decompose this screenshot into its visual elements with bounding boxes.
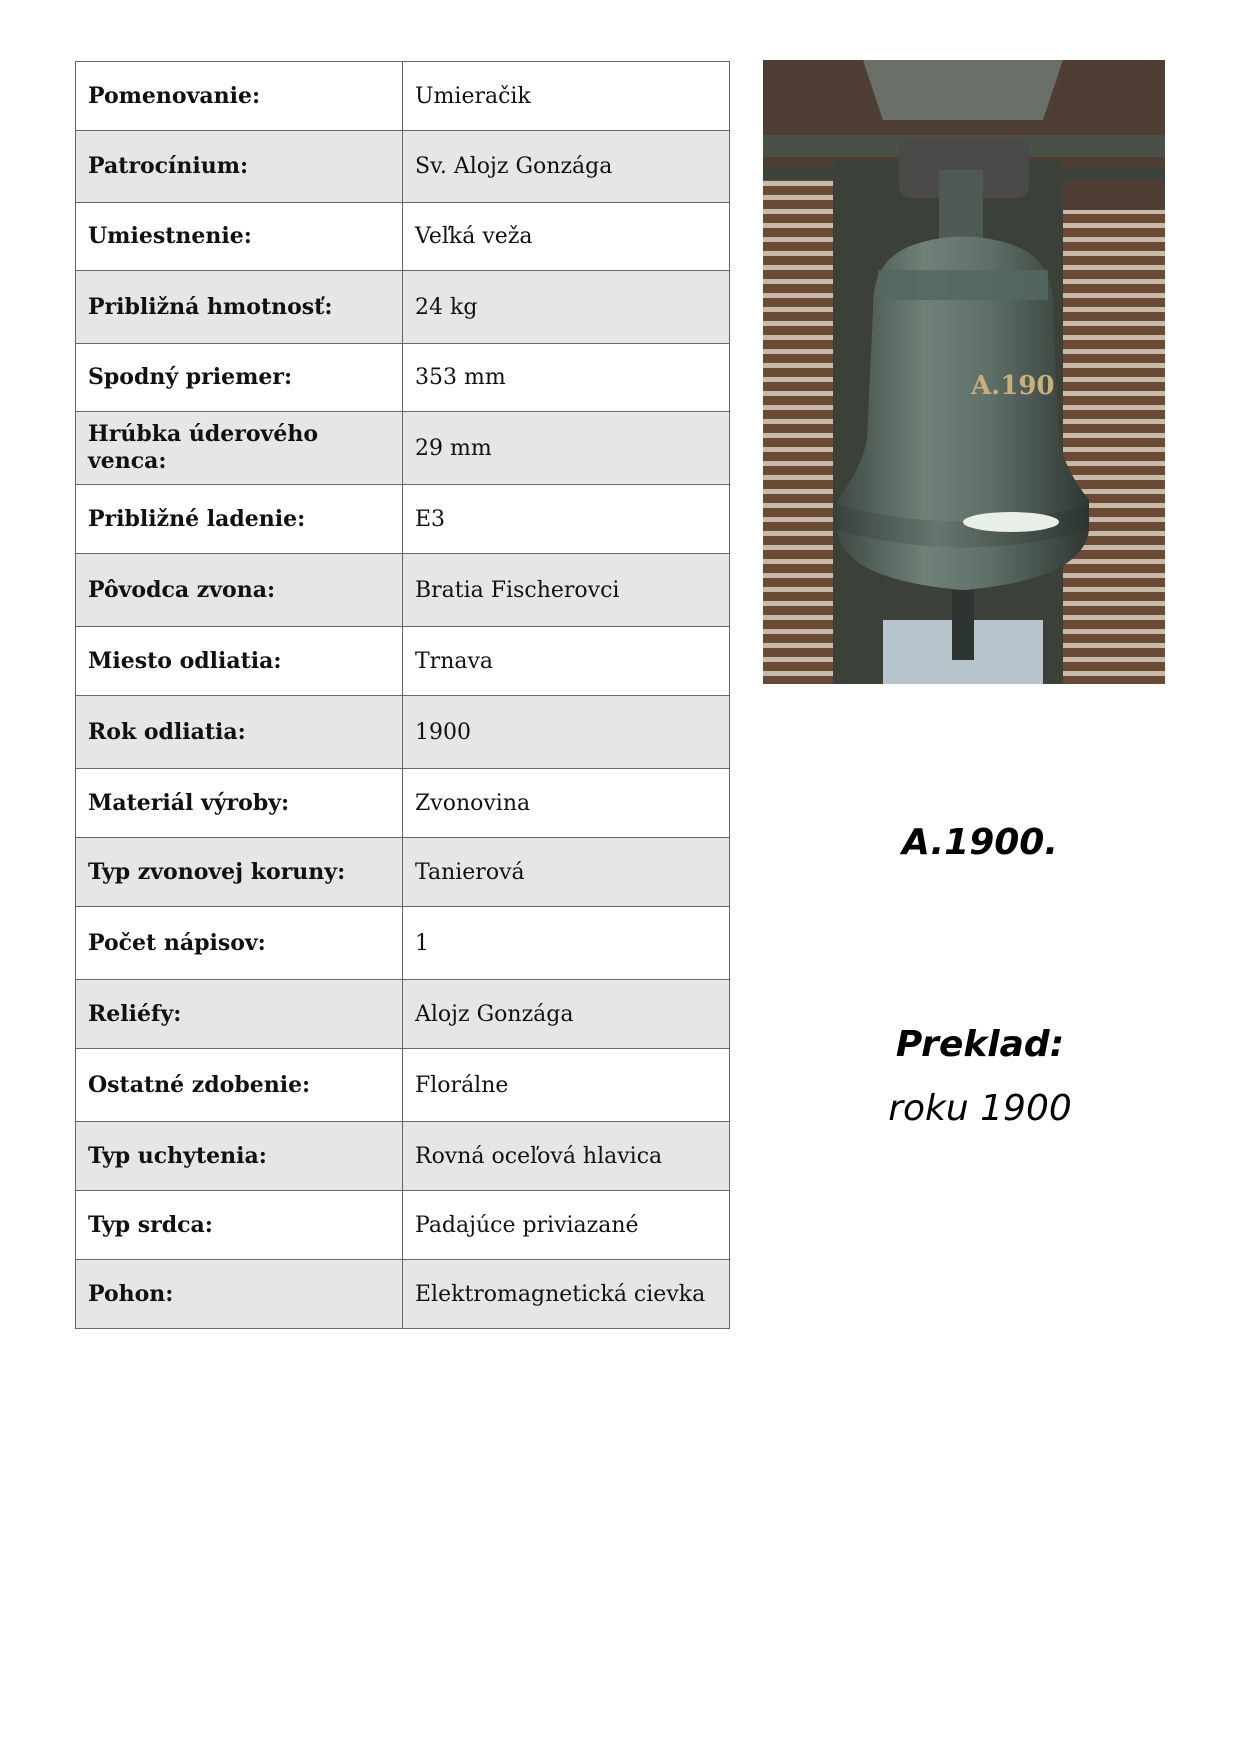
spec-label: Pôvodca zvona: bbox=[76, 554, 403, 627]
spec-value: Tanierová bbox=[403, 838, 730, 907]
bell-photo bbox=[763, 60, 1165, 684]
spec-row bbox=[76, 980, 730, 1049]
spec-label: Miesto odliatia: bbox=[76, 627, 403, 696]
spec-label: Typ zvonovej koruny: bbox=[76, 838, 403, 907]
spec-label: Počet nápisov: bbox=[76, 907, 403, 980]
spec-value: Zvonovina bbox=[403, 769, 730, 838]
spec-label: Materiál výroby: bbox=[76, 769, 403, 838]
spec-row bbox=[76, 1122, 730, 1191]
spec-row bbox=[76, 838, 730, 907]
spec-row bbox=[76, 1260, 730, 1329]
spec-row bbox=[76, 554, 730, 627]
spec-value: Alojz Gonzága bbox=[403, 980, 730, 1049]
spec-value: Florálne bbox=[403, 1049, 730, 1122]
spec-label: Reliéfy: bbox=[76, 980, 403, 1049]
spec-row bbox=[76, 271, 730, 344]
spec-row bbox=[76, 344, 730, 412]
spec-label: Hrúbka úderového venca: bbox=[76, 412, 403, 485]
spec-row bbox=[76, 696, 730, 769]
spec-row bbox=[76, 62, 730, 131]
spec-row bbox=[76, 412, 730, 485]
bell-spec-table bbox=[75, 61, 730, 1329]
spec-value: Bratia Fischerovci bbox=[403, 554, 730, 627]
translation-heading: Preklad: bbox=[895, 1024, 1065, 1065]
spec-row bbox=[76, 485, 730, 554]
spec-row bbox=[76, 627, 730, 696]
spec-value: Elektromagnetická cievka bbox=[403, 1260, 730, 1329]
spec-label: Patrocínium: bbox=[76, 131, 403, 203]
spec-value: E3 bbox=[403, 485, 730, 554]
spec-value: 353 mm bbox=[403, 344, 730, 412]
spec-value: Umieračik bbox=[403, 62, 730, 131]
spec-label: Typ srdca: bbox=[76, 1191, 403, 1260]
spec-label: Pohon: bbox=[76, 1260, 403, 1329]
spec-value: 24 kg bbox=[403, 271, 730, 344]
translation-text: roku 1900 bbox=[888, 1088, 1072, 1129]
spec-value: 29 mm bbox=[403, 412, 730, 485]
spec-label: Umiestnenie: bbox=[76, 203, 403, 271]
spec-row bbox=[76, 203, 730, 271]
spec-label: Ostatné zdobenie: bbox=[76, 1049, 403, 1122]
spec-row bbox=[76, 907, 730, 980]
spec-value: 1900 bbox=[403, 696, 730, 769]
spec-value: Sv. Alojz Gonzága bbox=[403, 131, 730, 203]
spec-label: Spodný priemer: bbox=[76, 344, 403, 412]
spec-label: Pomenovanie: bbox=[76, 62, 403, 131]
spec-value: Padajúce priviazané bbox=[403, 1191, 730, 1260]
spec-value: Rovná oceľová hlavica bbox=[403, 1122, 730, 1191]
spec-label: Približné ladenie: bbox=[76, 485, 403, 554]
spec-value: 1 bbox=[403, 907, 730, 980]
spec-row bbox=[76, 131, 730, 203]
spec-value: Trnava bbox=[403, 627, 730, 696]
spec-row bbox=[76, 769, 730, 838]
spec-row bbox=[76, 1049, 730, 1122]
bell-inscription-text: A.190 bbox=[971, 371, 1055, 401]
spec-value: Veľká veža bbox=[403, 203, 730, 271]
spec-label: Rok odliatia: bbox=[76, 696, 403, 769]
inscription-text: A.1900. bbox=[901, 822, 1059, 863]
spec-row bbox=[76, 1191, 730, 1260]
spec-label: Typ uchytenia: bbox=[76, 1122, 403, 1191]
spec-label: Približná hmotnosť: bbox=[76, 271, 403, 344]
